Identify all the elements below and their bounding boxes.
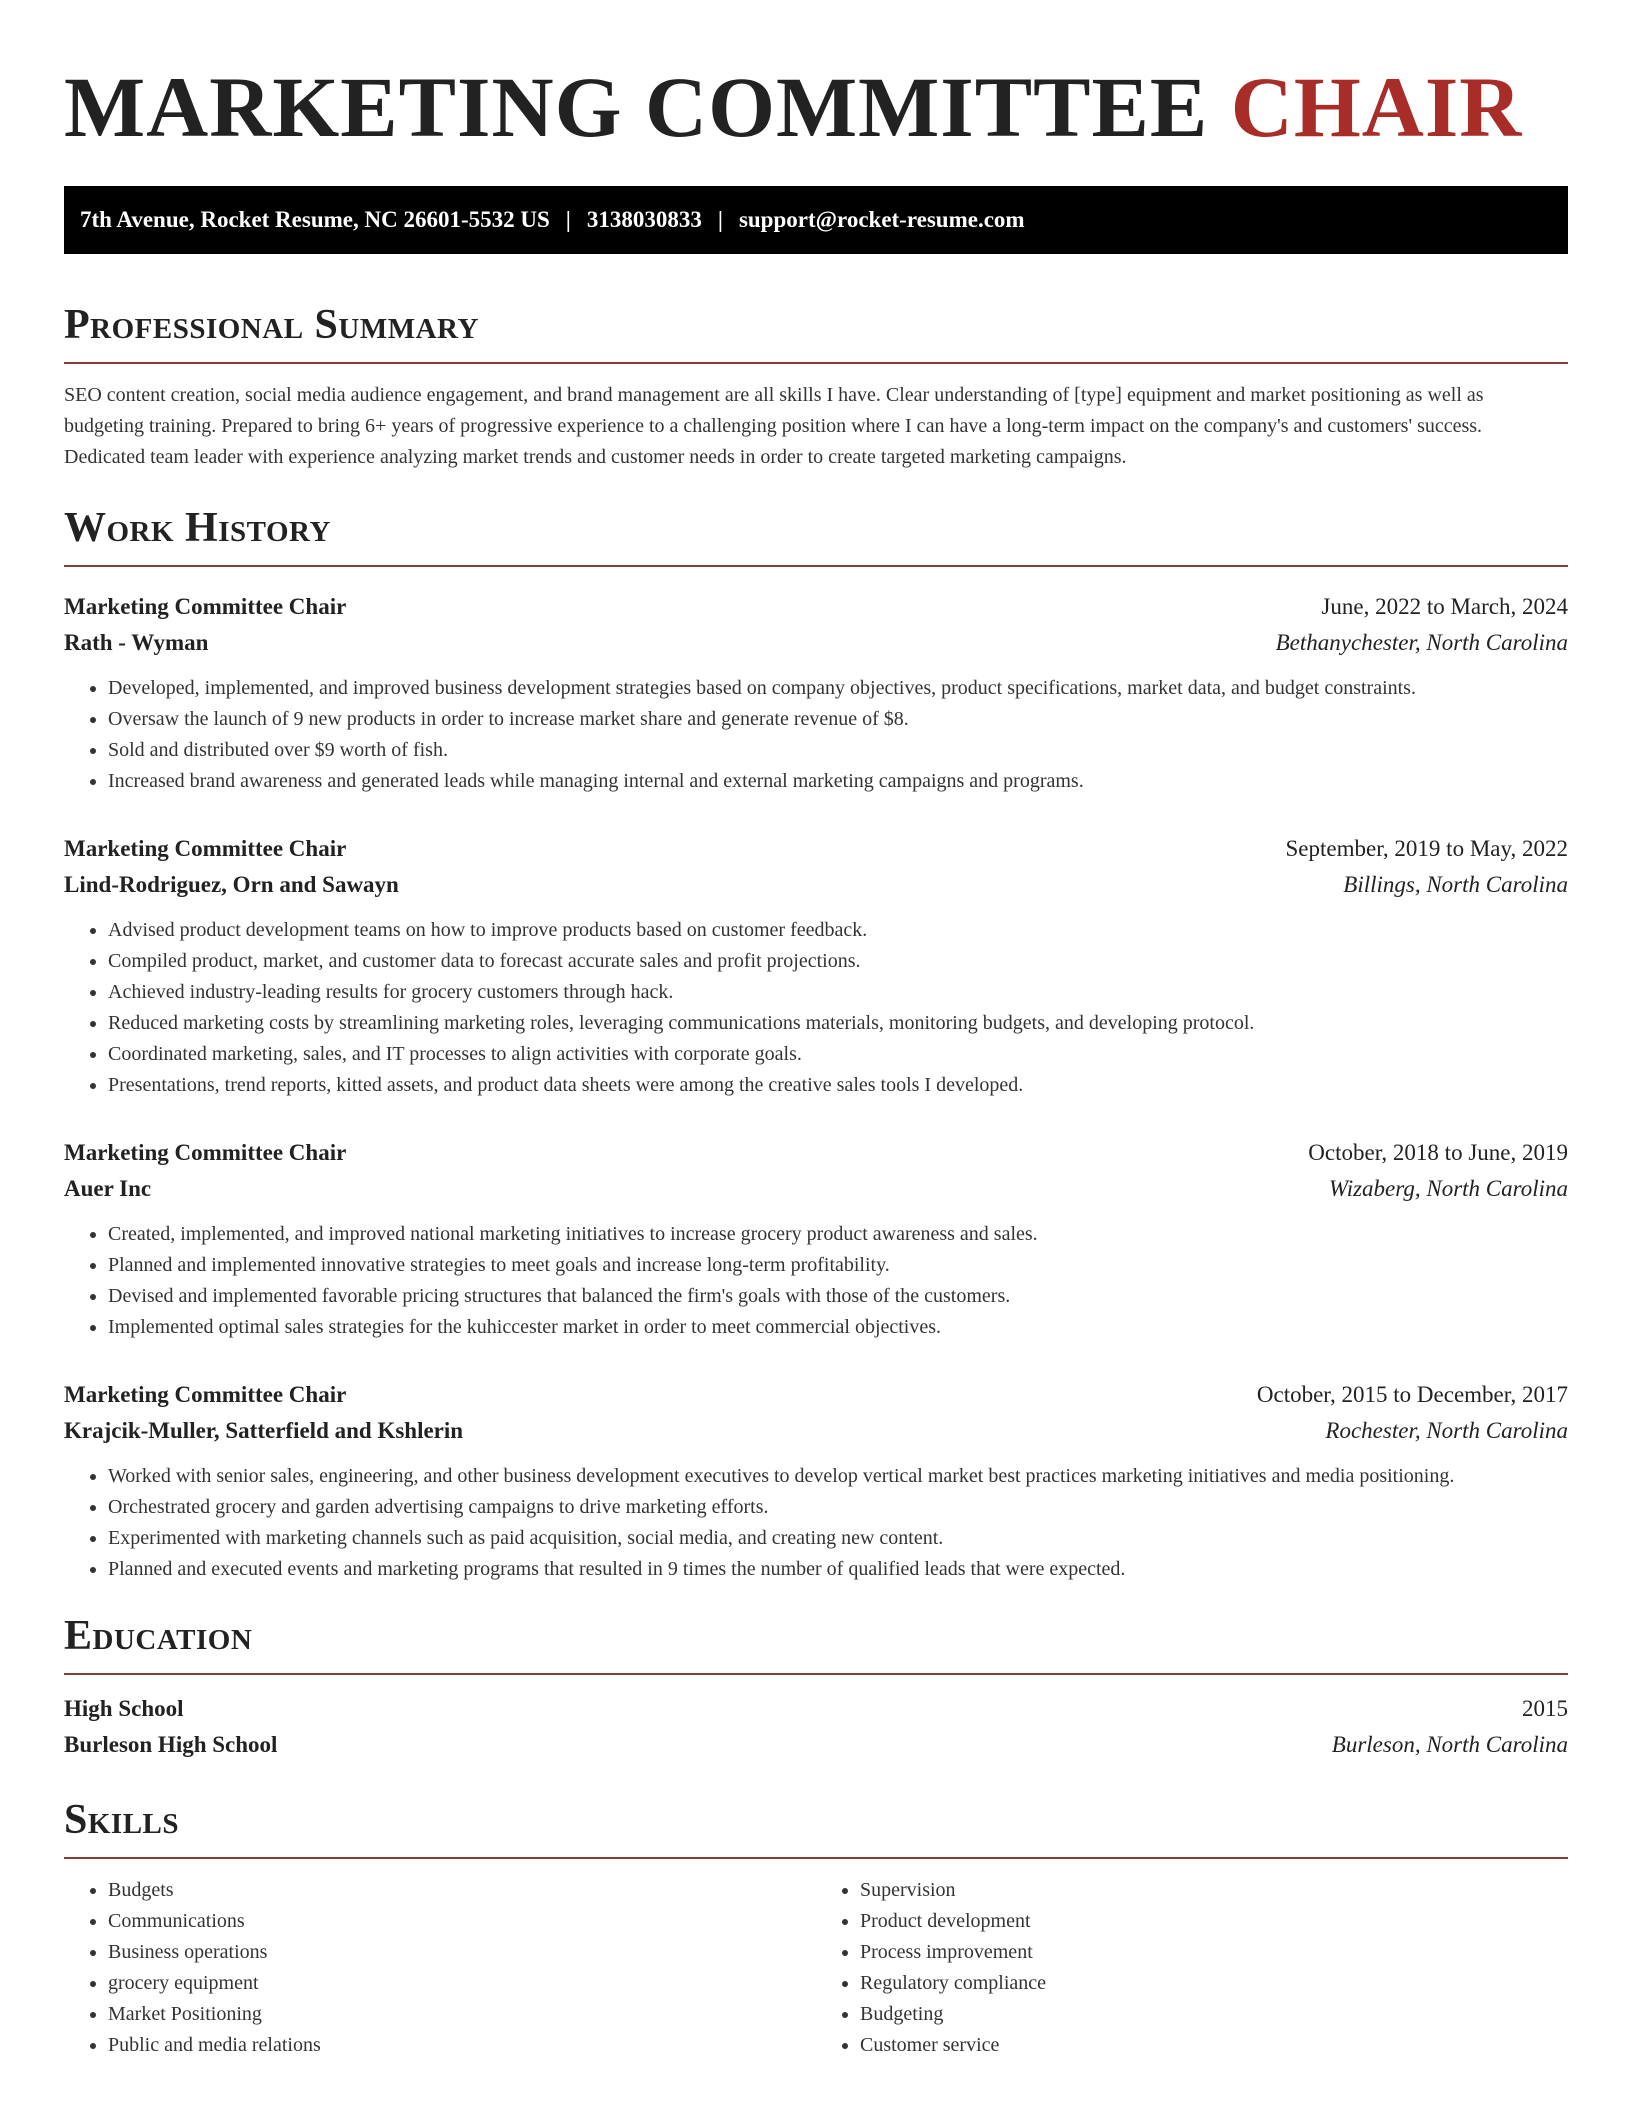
- work-history-section: [64, 507, 1568, 1585]
- job-dates: September, 2019 to May, 2022: [1285, 836, 1568, 861]
- professional-summary-section: [64, 304, 1568, 473]
- bullet-item: • Advised product development teams on how to improve products based on customer feedback.: [108, 915, 1568, 946]
- job-bullets: [64, 915, 1568, 1101]
- section-divider: [64, 565, 1568, 567]
- skill-item: • Product development: [860, 1906, 1568, 1937]
- contact-email: support@rocket-resume.com: [738, 207, 1025, 232]
- education-school: Burleson High School: [64, 1732, 278, 1757]
- job-company: Rath - Wyman: [64, 630, 209, 655]
- bullet-item: • Orchestrated grocery and garden advertising campaigns to drive marketing efforts.: [108, 1492, 1568, 1523]
- job-company: Lind-Rodriguez, Orn and Sawayn: [64, 872, 399, 897]
- bullet-item: • Compiled product, market, and customer data to forecast accurate sales and profit projections.: [108, 946, 1568, 977]
- bullet-item: • Oversaw the launch of 9 new products in order to increase market share and generate revenue of $8.: [108, 704, 1568, 735]
- contact-separator: |: [565, 207, 571, 232]
- skill-item: • Supervision: [860, 1875, 1568, 1906]
- skill-item: • Regulatory compliance: [860, 1968, 1568, 1999]
- skills-list-right: [816, 1875, 1568, 2061]
- section-title-skills: Skills: [64, 1797, 180, 1843]
- job-title: Marketing Committee Chair: [64, 1140, 347, 1165]
- job-company: Auer Inc: [64, 1176, 152, 1201]
- bullet-item: • Worked with senior sales, engineering, and other business development executives to develop vertical market best practices marketing initiatives and media positioning.: [108, 1461, 1568, 1492]
- education-section: [64, 1615, 1568, 1763]
- contact-bar: [64, 186, 1568, 254]
- bullet-item: • Planned and implemented innovative strategies to meet goals and increase long-term profitability.: [108, 1250, 1568, 1281]
- section-divider: [64, 1857, 1568, 1859]
- education-location: Burleson, North Carolina: [1331, 1732, 1568, 1757]
- skill-item: • Budgets: [108, 1875, 816, 1906]
- skill-item: • Market Positioning: [108, 1999, 816, 2030]
- skills-columns: [64, 1875, 1568, 2061]
- section-title-work: Work History: [64, 505, 331, 551]
- contact-address: 7th Avenue, Rocket Resume, NC 26601-5532 US: [80, 207, 550, 232]
- bullet-item: • Increased brand awareness and generated leads while managing internal and external marketing campaigns and programs.: [108, 766, 1568, 797]
- name-last: CHAIR: [1230, 59, 1523, 155]
- job-title: Marketing Committee Chair: [64, 594, 347, 619]
- skills-list-left: [64, 1875, 816, 2061]
- education-entry: [64, 1691, 1568, 1763]
- job-dates: June, 2022 to March, 2024: [1321, 594, 1568, 619]
- job-title: Marketing Committee Chair: [64, 836, 347, 861]
- job-bullets: [64, 1461, 1568, 1585]
- section-title-education: Education: [64, 1613, 253, 1659]
- job-location: Rochester, North Carolina: [1325, 1418, 1568, 1443]
- name-first: MARKETING COMMITTEE: [64, 59, 1209, 155]
- skill-item: • grocery equipment: [108, 1968, 816, 1999]
- contact-separator: |: [717, 207, 723, 232]
- job-entry: [64, 589, 1568, 797]
- skill-item: • Communications: [108, 1906, 816, 1937]
- bullet-item: • Developed, implemented, and improved business development strategies based on company objectives, product specifications, market data, and budget constraints.: [108, 673, 1568, 704]
- education-year: 2015: [1522, 1696, 1568, 1721]
- bullet-item: • Planned and executed events and marketing programs that resulted in 9 times the number of qualified leads that were expected.: [108, 1554, 1568, 1585]
- job-location: Billings, North Carolina: [1343, 872, 1568, 897]
- job-bullets: [64, 1219, 1568, 1343]
- summary-text: SEO content creation, social media audience engagement, and brand management are all skills I have. Clear understanding of [type] equipment and market positioning as well as budgeting training. Prepared to bring 6+ years of progressive experience to a challenging position where I can have a long-term impact on the company's and customers' success. Dedicated team leader with experience analyzing market trends and customer needs in order to create targeted marketing campaigns.: [64, 384, 1484, 468]
- bullet-item: • Implemented optimal sales strategies for the kuhiccester market in order to meet commercial objectives.: [108, 1312, 1568, 1343]
- job-title: Marketing Committee Chair: [64, 1382, 347, 1407]
- section-title-summary: Professional Summary: [64, 302, 479, 348]
- skill-item: • Budgeting: [860, 1999, 1568, 2030]
- bullet-item: • Sold and distributed over $9 worth of fish.: [108, 735, 1568, 766]
- resume-name: [64, 59, 1568, 155]
- bullet-item: • Created, implemented, and improved national marketing initiatives to increase grocery product awareness and sales.: [108, 1219, 1568, 1250]
- job-dates: October, 2018 to June, 2019: [1308, 1140, 1568, 1165]
- job-entry: [64, 1377, 1568, 1585]
- bullet-item: • Devised and implemented favorable pricing structures that balanced the firm's goals with those of the customers.: [108, 1281, 1568, 1312]
- job-bullets: [64, 673, 1568, 797]
- education-degree: High School: [64, 1696, 184, 1721]
- job-company: Krajcik-Muller, Satterfield and Kshlerin: [64, 1418, 464, 1443]
- job-entry: [64, 1135, 1568, 1343]
- job-entry: [64, 831, 1568, 1101]
- skill-item: • Process improvement: [860, 1937, 1568, 1968]
- section-divider: [64, 362, 1568, 364]
- job-location: Bethanychester, North Carolina: [1275, 630, 1568, 655]
- skill-item: • Business operations: [108, 1937, 816, 1968]
- skill-item: • Public and media relations: [108, 2030, 816, 2061]
- job-location: Wizaberg, North Carolina: [1328, 1176, 1568, 1201]
- job-dates: October, 2015 to December, 2017: [1256, 1382, 1568, 1407]
- bullet-item: • Presentations, trend reports, kitted assets, and product data sheets were among the creative sales tools I developed.: [108, 1070, 1568, 1101]
- bullet-item: • Achieved industry-leading results for grocery customers through hack.: [108, 977, 1568, 1008]
- skill-item: • Customer service: [860, 2030, 1568, 2061]
- section-divider: [64, 1673, 1568, 1675]
- bullet-item: • Reduced marketing costs by streamlining marketing roles, leveraging communications materials, monitoring budgets, and developing protocol.: [108, 1008, 1568, 1039]
- contact-phone: 3138030833: [586, 207, 702, 232]
- bullet-item: • Coordinated marketing, sales, and IT processes to align activities with corporate goals.: [108, 1039, 1568, 1070]
- bullet-item: • Experimented with marketing channels such as paid acquisition, social media, and creating new content.: [108, 1523, 1568, 1554]
- skills-section: [64, 1799, 1568, 2061]
